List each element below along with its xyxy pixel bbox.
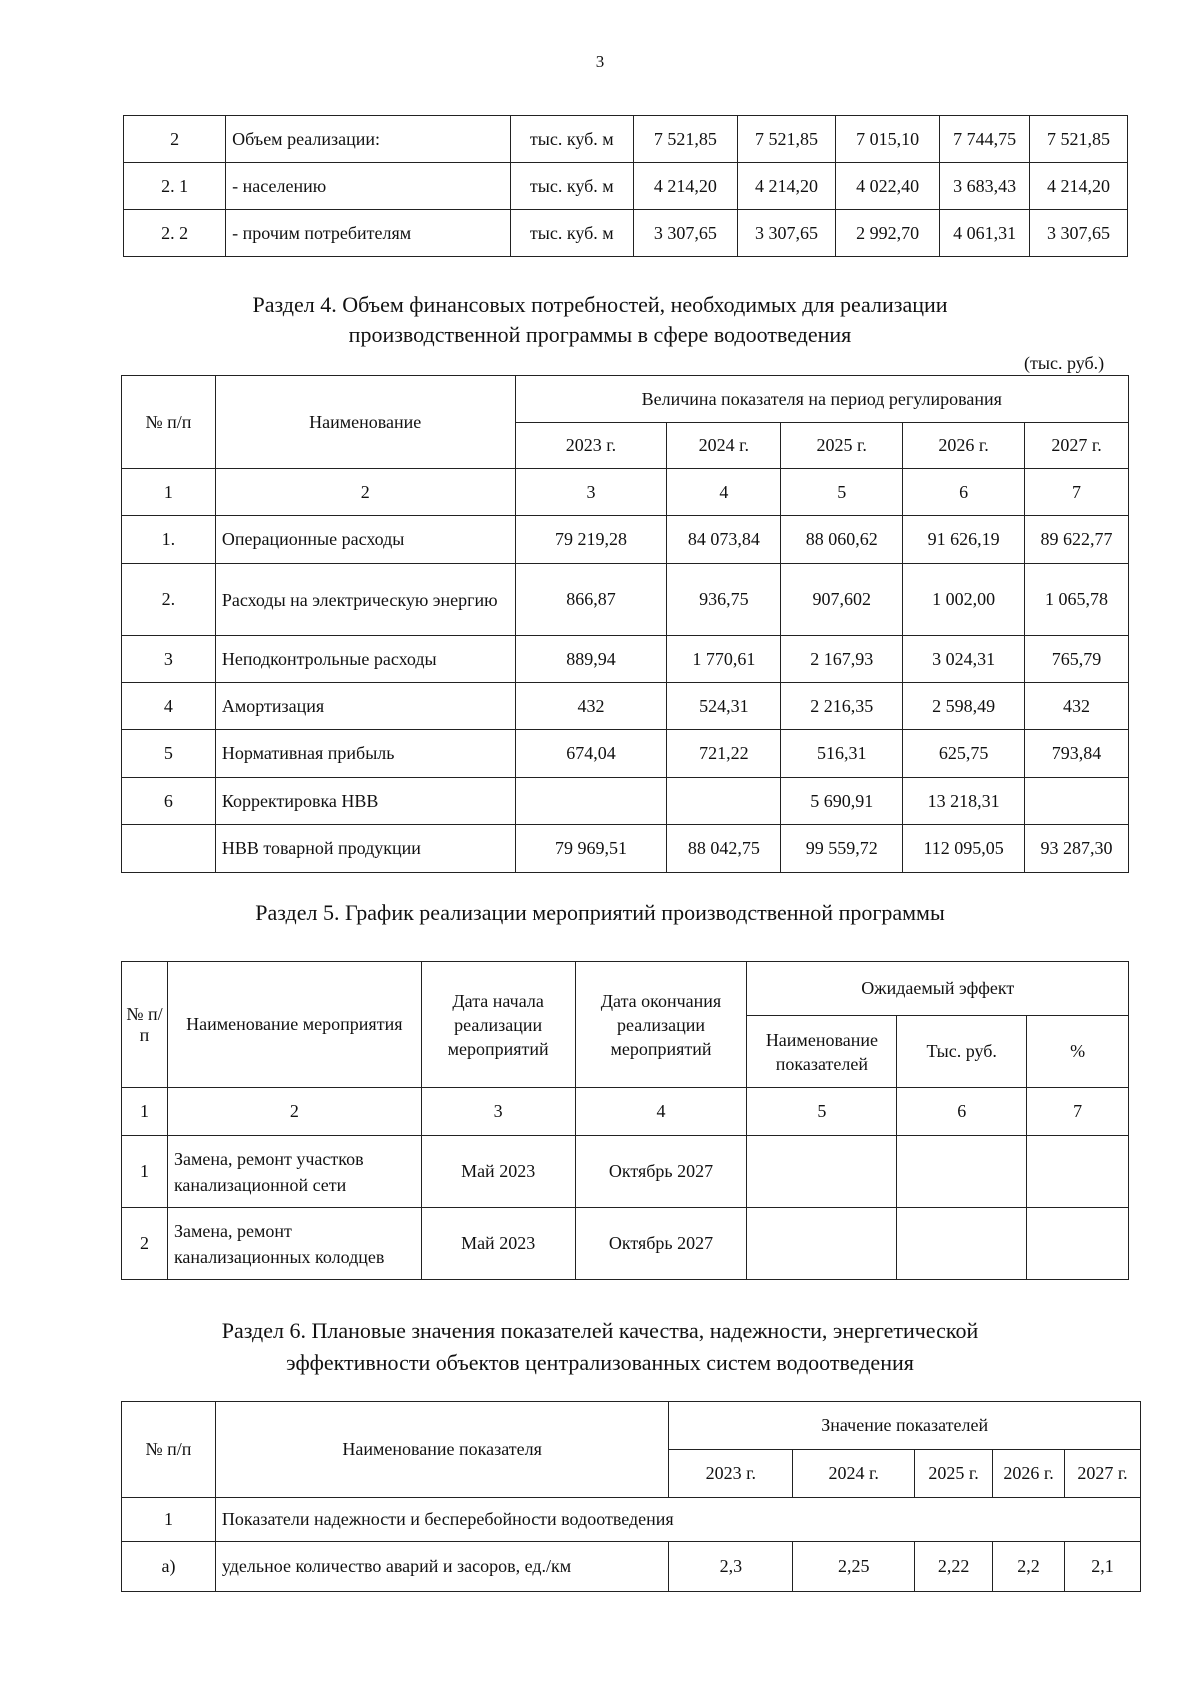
col-number: 7 <box>1025 469 1129 516</box>
row-number: 1 <box>122 1136 168 1208</box>
col-number: 6 <box>897 1088 1027 1136</box>
row-name: Операционные расходы <box>215 516 515 564</box>
value-cell: 2 167,93 <box>781 636 903 683</box>
row-number: 2 <box>124 116 226 163</box>
value-cell: 7 521,85 <box>633 116 737 163</box>
value-cell: 1 002,00 <box>903 564 1025 636</box>
financial-needs-table <box>121 375 1129 873</box>
value-cell: 7 521,85 <box>738 116 836 163</box>
row-number: 1 <box>122 1498 216 1542</box>
value-cell: 89 622,77 <box>1025 516 1129 564</box>
row-unit: тыс. куб. м <box>510 163 633 210</box>
row-end: Октябрь 2027 <box>575 1208 747 1280</box>
value-cell: 1 770,61 <box>667 636 781 683</box>
value-cell: 2 992,70 <box>836 210 940 257</box>
col-number: 5 <box>747 1088 897 1136</box>
row-rub <box>897 1208 1027 1280</box>
row-name: Замена, ремонт канализационных колодцев <box>167 1208 421 1280</box>
value-cell: 1 065,78 <box>1025 564 1129 636</box>
row-number: 4 <box>122 683 216 730</box>
value-cell: 765,79 <box>1025 636 1129 683</box>
row-indicator <box>747 1208 897 1280</box>
col-number: 2 <box>215 469 515 516</box>
col-number: 5 <box>781 469 903 516</box>
group-row <box>122 1498 1141 1542</box>
col-number: 4 <box>575 1088 747 1136</box>
row-number <box>122 825 216 873</box>
header-year: 2027 г. <box>1065 1450 1141 1498</box>
column-numbers-row <box>122 469 1129 516</box>
value-cell: 112 095,05 <box>903 825 1025 873</box>
value-cell: 2 216,35 <box>781 683 903 730</box>
row-name: Замена, ремонт участков канализационной сети <box>167 1136 421 1208</box>
row-start: Май 2023 <box>421 1208 575 1280</box>
row-name: - населению <box>226 163 511 210</box>
value-cell: 721,22 <box>667 730 781 778</box>
header-year: 2026 г. <box>993 1450 1065 1498</box>
value-cell: 2,22 <box>915 1542 993 1592</box>
col-number: 1 <box>122 469 216 516</box>
header-start: Дата начала реализации мероприятий <box>421 962 575 1088</box>
value-cell: 84 073,84 <box>667 516 781 564</box>
row-number: 3 <box>122 636 216 683</box>
row-number: 6 <box>122 778 216 825</box>
page-number: 3 <box>595 52 605 71</box>
value-cell: 516,31 <box>781 730 903 778</box>
header-name: Наименование мероприятия <box>167 962 421 1088</box>
value-cell: 4 214,20 <box>1029 163 1127 210</box>
value-cell: 2,3 <box>669 1542 793 1592</box>
row-start: Май 2023 <box>421 1136 575 1208</box>
value-cell: 5 690,91 <box>781 778 903 825</box>
header-year: 2025 г. <box>915 1450 993 1498</box>
value-cell: 93 287,30 <box>1025 825 1129 873</box>
value-cell: 4 214,20 <box>633 163 737 210</box>
row-number: а) <box>122 1542 216 1592</box>
table-row <box>122 1208 1129 1280</box>
header-percent: % <box>1027 1016 1129 1088</box>
section5-title: Раздел 5. График реализации мероприятий производственной программы <box>255 900 945 925</box>
value-cell: 674,04 <box>515 730 667 778</box>
value-cell: 79 969,51 <box>515 825 667 873</box>
table-row <box>122 730 1129 778</box>
row-rub <box>897 1136 1027 1208</box>
row-unit: тыс. куб. м <box>510 210 633 257</box>
col-number: 2 <box>167 1088 421 1136</box>
table-row <box>122 1136 1129 1208</box>
schedule-table <box>121 961 1129 1280</box>
header-row <box>122 962 1129 1016</box>
value-cell: 866,87 <box>515 564 667 636</box>
header-row <box>122 376 1129 423</box>
value-cell: 907,602 <box>781 564 903 636</box>
header-effect: Ожидаемый эффект <box>747 962 1129 1016</box>
table-row <box>122 1542 1141 1592</box>
header-year: 2023 г. <box>669 1450 793 1498</box>
col-number: 1 <box>122 1088 168 1136</box>
header-year: 2024 г. <box>667 423 781 469</box>
row-number: 2 <box>122 1208 168 1280</box>
header-end: Дата окончания реализации мероприятий <box>575 962 747 1088</box>
header-year: 2025 г. <box>781 423 903 469</box>
value-cell: 432 <box>1025 683 1129 730</box>
value-cell: 99 559,72 <box>781 825 903 873</box>
volume-table <box>123 115 1128 257</box>
value-cell: 625,75 <box>903 730 1025 778</box>
value-cell: 7 015,10 <box>836 116 940 163</box>
row-percent <box>1027 1136 1129 1208</box>
value-cell: 936,75 <box>667 564 781 636</box>
table-row-total <box>122 825 1129 873</box>
table-row <box>122 778 1129 825</box>
header-year: 2026 г. <box>903 423 1025 469</box>
value-cell: 4 214,20 <box>738 163 836 210</box>
column-numbers-row <box>122 1088 1129 1136</box>
table-row <box>122 564 1129 636</box>
section4-title-line1: Раздел 4. Объем финансовых потребностей, необходимых для реализации <box>252 292 948 317</box>
value-cell: 3 307,65 <box>738 210 836 257</box>
value-cell: 2,25 <box>793 1542 915 1592</box>
value-cell: 3 307,65 <box>1029 210 1127 257</box>
row-number: 2. <box>122 564 216 636</box>
row-name: удельное количество аварий и засоров, ед./км <box>215 1542 668 1592</box>
table-row <box>122 636 1129 683</box>
row-number: 5 <box>122 730 216 778</box>
row-end: Октябрь 2027 <box>575 1136 747 1208</box>
col-number: 6 <box>903 469 1025 516</box>
col-number: 3 <box>421 1088 575 1136</box>
row-unit: тыс. куб. м <box>510 116 633 163</box>
row-name: Неподконтрольные расходы <box>215 636 515 683</box>
row-name: - прочим потребителям <box>226 210 511 257</box>
value-cell: 793,84 <box>1025 730 1129 778</box>
value-cell: 2,2 <box>993 1542 1065 1592</box>
value-cell: 3 307,65 <box>633 210 737 257</box>
value-cell <box>1025 778 1129 825</box>
header-name: Наименование <box>215 376 515 469</box>
header-num: № п/п <box>122 962 168 1088</box>
row-indicator <box>747 1136 897 1208</box>
row-name: Корректировка НВВ <box>215 778 515 825</box>
row-number: 2. 2 <box>124 210 226 257</box>
value-cell: 2 598,49 <box>903 683 1025 730</box>
value-cell <box>515 778 667 825</box>
table-row <box>124 116 1128 163</box>
row-name: Объем реализации: <box>226 116 511 163</box>
value-cell: 79 219,28 <box>515 516 667 564</box>
value-cell: 7 521,85 <box>1029 116 1127 163</box>
header-num: № п/п <box>122 376 216 469</box>
header-values-title: Значение показателей <box>669 1402 1141 1450</box>
section6-title-line1: Раздел 6. Плановые значения показателей качества, надежности, энергетической <box>221 1318 979 1343</box>
value-cell <box>667 778 781 825</box>
header-period: Величина показателя на период регулирования <box>515 376 1128 423</box>
row-number: 1. <box>122 516 216 564</box>
value-cell: 432 <box>515 683 667 730</box>
group-name: Показатели надежности и бесперебойности водоотведения <box>215 1498 1140 1542</box>
header-year: 2023 г. <box>515 423 667 469</box>
value-cell: 88 060,62 <box>781 516 903 564</box>
header-row <box>122 1402 1141 1450</box>
table-row <box>122 683 1129 730</box>
row-name: НВВ товарной продукции <box>215 825 515 873</box>
header-rub: Тыс. руб. <box>897 1016 1027 1088</box>
value-cell: 91 626,19 <box>903 516 1025 564</box>
row-number: 2. 1 <box>124 163 226 210</box>
col-number: 7 <box>1027 1088 1129 1136</box>
col-number: 4 <box>667 469 781 516</box>
section4-unit: (тыс. руб.) <box>1024 353 1105 373</box>
table-row <box>124 163 1128 210</box>
header-indicator: Наименование показателей <box>747 1016 897 1088</box>
header-name: Наименование показателя <box>215 1402 668 1498</box>
row-name: Расходы на электрическую энергию <box>215 564 515 636</box>
value-cell: 3 024,31 <box>903 636 1025 683</box>
table-row <box>122 516 1129 564</box>
col-number: 3 <box>515 469 667 516</box>
value-cell: 13 218,31 <box>903 778 1025 825</box>
value-cell: 7 744,75 <box>940 116 1030 163</box>
quality-indicators-table <box>121 1401 1141 1592</box>
row-name: Амортизация <box>215 683 515 730</box>
header-year: 2027 г. <box>1025 423 1129 469</box>
value-cell: 524,31 <box>667 683 781 730</box>
header-year: 2024 г. <box>793 1450 915 1498</box>
header-num: № п/п <box>122 1402 216 1498</box>
value-cell: 88 042,75 <box>667 825 781 873</box>
value-cell: 4 061,31 <box>940 210 1030 257</box>
row-name: Нормативная прибыль <box>215 730 515 778</box>
section6-title-line2: эффективности объектов централизованных систем водоотведения <box>286 1350 914 1375</box>
table-row <box>124 210 1128 257</box>
value-cell: 2,1 <box>1065 1542 1141 1592</box>
value-cell: 3 683,43 <box>940 163 1030 210</box>
value-cell: 889,94 <box>515 636 667 683</box>
value-cell: 4 022,40 <box>836 163 940 210</box>
section4-title-line2: производственной программы в сфере водоотведения <box>348 322 852 347</box>
row-percent <box>1027 1208 1129 1280</box>
